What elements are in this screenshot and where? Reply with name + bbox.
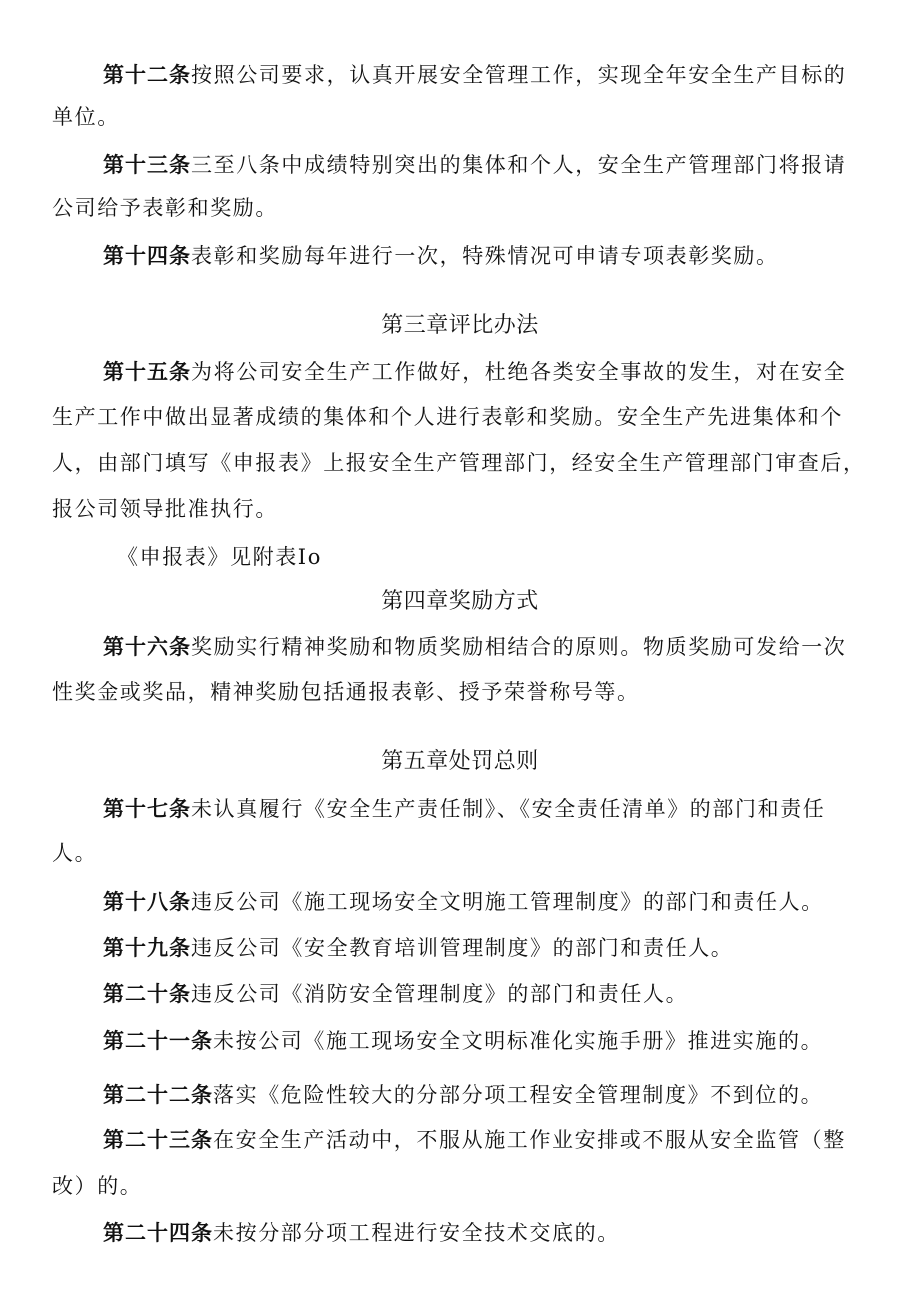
article-text: 未按分部分项工程进行安全技术交底的。	[213, 1221, 620, 1245]
article-text: 奖励实行精神奖励和物质奖励相结合的原则。物质奖励可发给一次	[191, 635, 847, 659]
article-23-line-1	[103, 1126, 846, 1154]
article-13-line-2: 公司给予表彰和奖励。	[52, 196, 278, 220]
article-number: 第十六条	[103, 635, 191, 659]
article-13-line-1	[103, 151, 846, 179]
article-20-line-1	[103, 980, 688, 1008]
article-19-line-1	[103, 934, 733, 962]
article-18-line-1	[103, 888, 824, 916]
article-text: 违反公司《施工现场安全文明施工管理制度》的部门和责任人。	[191, 890, 824, 914]
article-number: 第十八条	[103, 890, 191, 914]
article-number: 第十五条	[103, 360, 191, 384]
article-24-line-1	[103, 1219, 620, 1247]
chapter-4-heading: 第四章奖励方式	[381, 589, 539, 614]
article-12-line-2: 单位。	[52, 105, 120, 129]
article-number: 第二十条	[103, 982, 191, 1006]
article-12-line-1	[103, 61, 846, 89]
article-number: 第二十一条	[103, 1029, 213, 1053]
article-17-line-2: 人。	[52, 841, 98, 865]
article-23-line-2: 改）的。	[52, 1174, 143, 1198]
article-text: 为将公司安全生产工作做好，杜绝各类安全事故的发生，对在安全	[191, 360, 847, 384]
article-15-line-3: 人，由部门填写《申报表》上报安全生产管理部门，经安全生产管理部门审查后，	[52, 451, 866, 475]
article-22-line-1	[103, 1081, 823, 1109]
article-number: 第二十二条	[103, 1083, 213, 1107]
article-21-line-1	[103, 1027, 823, 1055]
article-number: 第十三条	[103, 153, 191, 177]
chapter-5-heading: 第五章处罚总则	[381, 749, 539, 774]
article-16-line-2: 性奖金或奖品，精神奖励包括通报表彰、授予荣誉称号等。	[52, 680, 640, 704]
article-number: 第二十四条	[103, 1221, 213, 1245]
article-17-line-1	[103, 795, 825, 823]
application-form-note: 《申报表》见附表Io	[117, 545, 322, 569]
article-number: 第二十三条	[103, 1128, 213, 1152]
article-text: 按照公司要求，认真开展安全管理工作，实现全年安全生产目标的	[191, 63, 847, 87]
article-text: 未认真履行《安全生产责任制》、《安全责任清单》的部门和责任	[191, 797, 826, 821]
article-text: 违反公司《安全教育培训管理制度》的部门和责任人。	[191, 936, 734, 960]
article-text: 落实《危险性较大的分部分项工程安全管理制度》不到位的。	[213, 1083, 824, 1107]
article-text: 表彰和奖励每年进行一次，特殊情况可申请专项表彰奖励。	[191, 244, 779, 268]
article-15-line-1	[103, 358, 846, 386]
article-number: 第十九条	[103, 936, 191, 960]
article-15-line-4: 报公司领导批准执行。	[52, 497, 278, 521]
article-text: 三至八条中成绩特别突出的集体和个人，安全生产管理部门将报请	[191, 153, 847, 177]
article-14-line-1	[103, 242, 779, 270]
article-text: 违反公司《消防安全管理制度》的部门和责任人。	[191, 982, 689, 1006]
article-text: 未按公司《施工现场安全文明标准化实施手册》推进实施的。	[213, 1029, 824, 1053]
article-number: 第十七条	[103, 797, 191, 821]
article-15-line-2: 生产工作中做出显著成绩的集体和个人进行表彰和奖励。安全生产先进集体和个	[52, 405, 843, 429]
chapter-3-heading: 第三章评比办法	[381, 313, 539, 338]
article-number: 第十二条	[103, 63, 191, 87]
article-number: 第十四条	[103, 244, 191, 268]
article-16-line-1	[103, 633, 846, 661]
article-text: 在安全生产活动中，不服从施工作业安排或不服从安全监管（整	[213, 1128, 846, 1152]
